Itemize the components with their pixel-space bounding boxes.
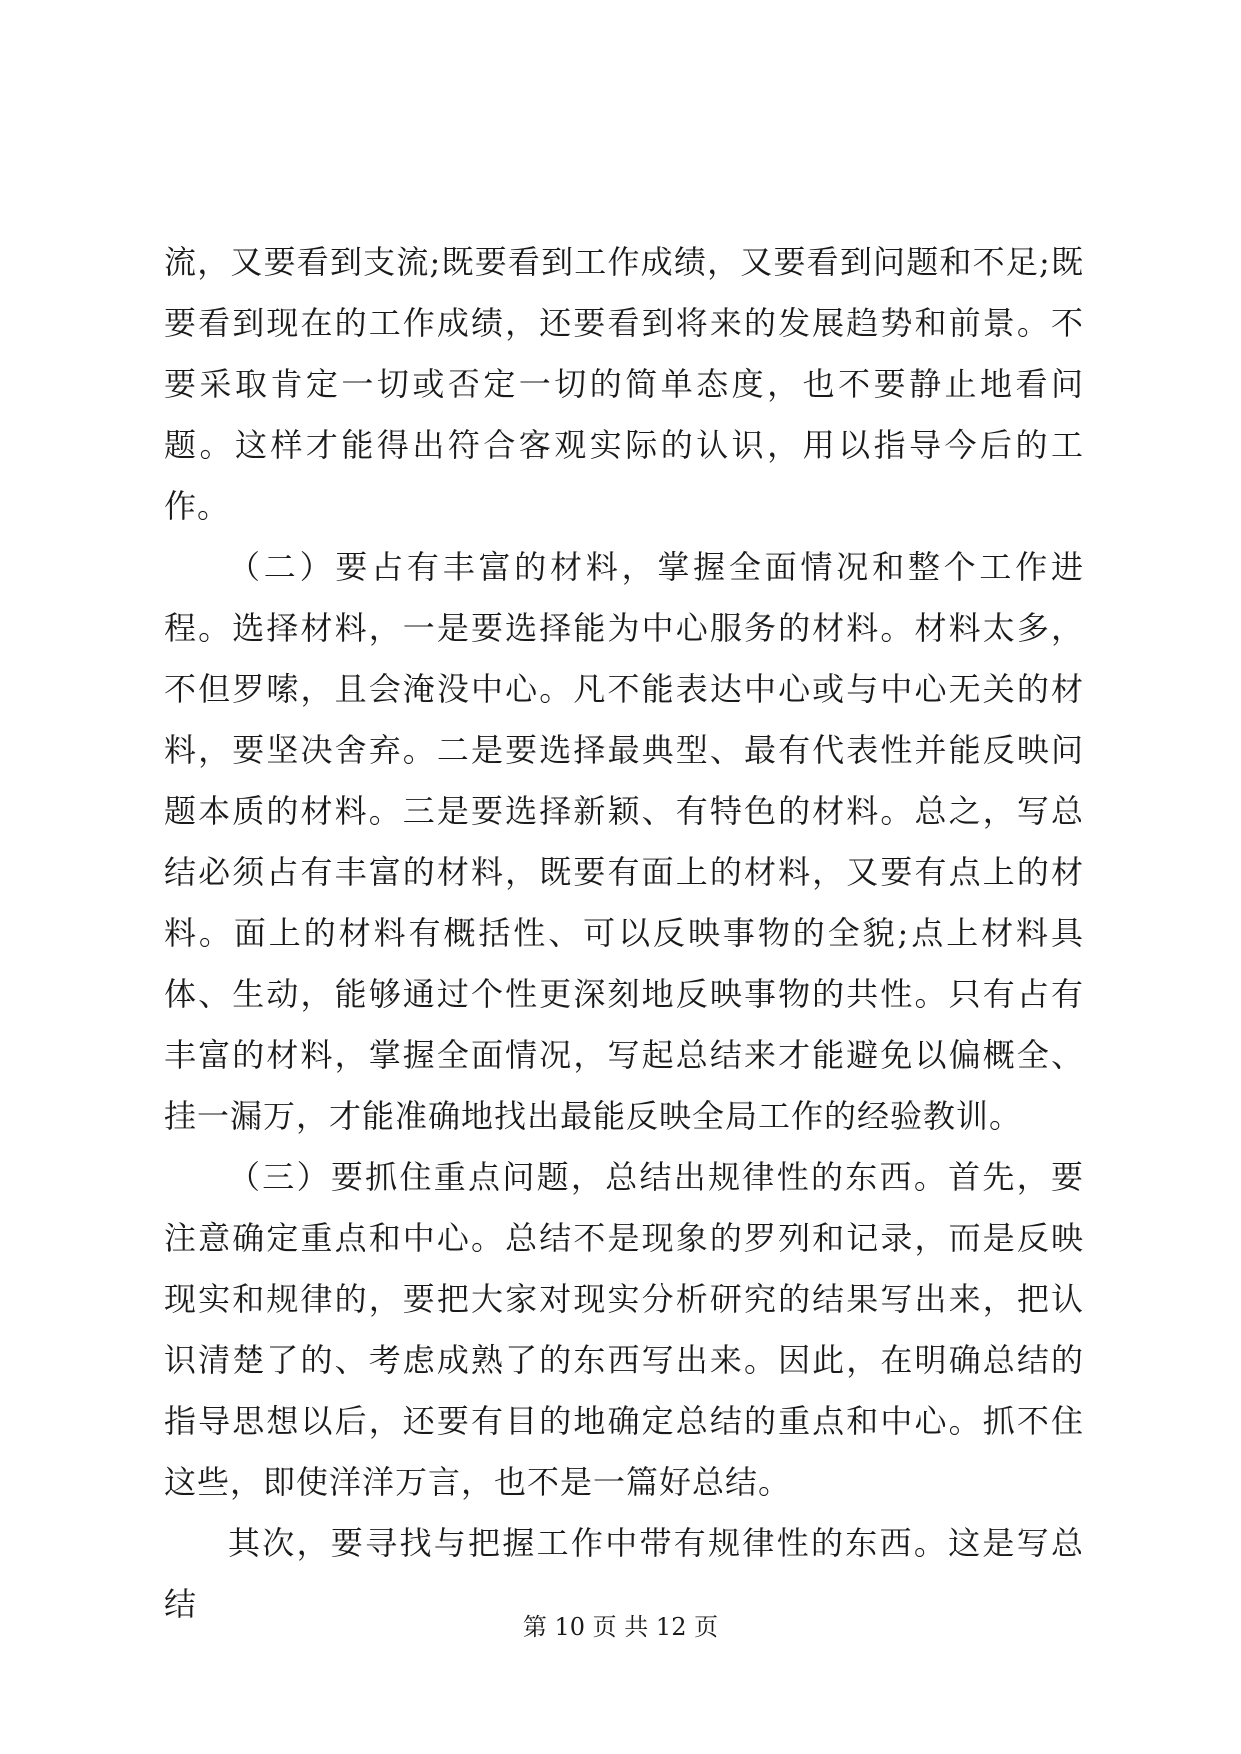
paragraph-next: 其次，要寻找与把握工作中带有规律性的东西。这是写总结 [164,1524,1084,1623]
page-number-footer: 第 10 页 共 12 页 [522,1613,719,1641]
paragraph-section-3: （三）要抓住重点问题，总结出规律性的东西。首先，要注意确定重点和中心。总结不是现象的罗列和记录，而是反映现实和规律的，要把大家对现实分析研究的结果写出来，把认识清楚了的、考虑成熟了的东西写出来。因此，在明确总结的指导思想以后，还要有目的地确定总结的重点和中心。抓不住这些，即使洋洋万言，也不是一篇好总结。 [164,1158,1084,1501]
document-body [164,232,1084,1635]
paragraph-section-2: （二）要占有丰富的材料，掌握全面情况和整个工作进程。选择材料，一是要选择能为中心服务的材料。材料太多，不但罗嗦，且会淹没中心。凡不能表达中心或与中心无关的材料，要坚决舍弃。二是要选择最典型、最有代表性并能反映问题本质的材料。三是要选择新颖、有特色的材料。总之，写总结必须占有丰富的材料，既要有面上的材料，又要有点上的材料。面上的材料有概括性、可以反映事物的全貌;点上材料具体、生动，能够通过个性更深刻地反映事物的共性。只有占有丰富的材料，掌握全面情况，写起总结来才能避免以偏概全、挂一漏万，才能准确地找出最能反映全局工作的经验教训。 [164,548,1084,1135]
paragraph-continuation: 流，又要看到支流;既要看到工作成绩，又要看到问题和不足;既要看到现在的工作成绩，还要看到将来的发展趋势和前景。不要采取肯定一切或否定一切的简单态度，也不要静止地看问题。这样才能得出符合客观实际的认识，用以指导今后的工作。 [164,243,1084,525]
